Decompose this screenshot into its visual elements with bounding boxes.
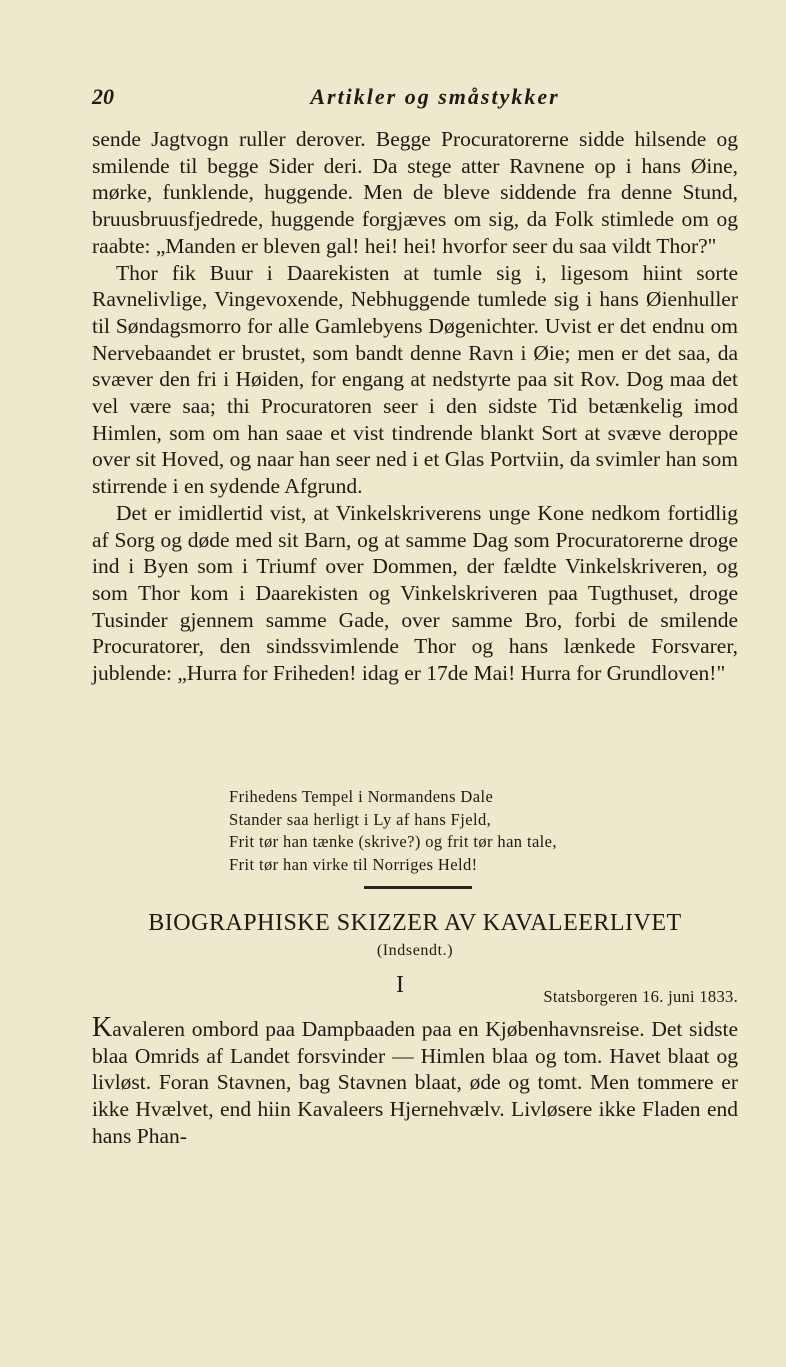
paragraph xyxy=(92,1012,738,1150)
page-number: 20 xyxy=(92,84,114,109)
page-header xyxy=(92,84,738,114)
poem-line: Frihedens Tempel i Normandens Dale xyxy=(229,787,494,806)
running-title: Artikler og småstykker xyxy=(310,84,560,109)
poem-line: Frit tør han virke til Norriges Held! xyxy=(229,854,478,874)
poem-line: Frit tør han tænke (skrive?) og frit tør han tale, xyxy=(229,832,557,851)
poem-stanza xyxy=(229,786,709,876)
section-text xyxy=(92,1012,738,1150)
section-title: BIOGRAPHISKE SKIZZER AV KAVALEERLIVET xyxy=(148,910,682,936)
source-dateline: Statsborgeren 16. juni 1833. xyxy=(543,987,738,1006)
paragraph: sende Jagtvogn ruller derover. Begge Procuratorerne sidde hilsende og smilende til begge Sider deri. Da stege atter Ravnene op i hans Øine, mørke, funklende, huggende. Men de bleve siddende fra denne Stund, bruusbruusfjedrede, huggende forgjæves om sig, da Folk stimlede om og raabte: „Manden er bleven gal! hei! hei! hvorfor seer du saa vildt Thor?" xyxy=(92,127,738,258)
chapter-numeral: I xyxy=(396,972,404,998)
paragraph: Thor fik Buur i Daarekisten at tumle sig i, ligesom hiint sorte Ravnelivlige, Vingevoxende, Nebhuggende tumlede sig i hans Øienhuller til Søndagsmorro for alle Gamlebyens Døgenichter. Uvist er det endnu om Nervebaandet er brustet, som bandt denne Ravn i Øie; men er det saa, da svæver den fri i Høiden, for engang at nedstyrte paa sit Rov. Dog maa det vel være saa; thi Procuratoren seer i den sidste Tid betænkelig imod Himlen, som om han saae et vist tindrende blankt Sort at svæve deroppe over sit Hoved, og naar han seer ned i et Glas Portviin, da svimler han som stirrende i en sydende Afgrund. xyxy=(92,260,738,499)
paragraph: Det er imidlertid vist, at Vinkelskriverens unge Kone nedkom fortidlig af Sorg og døde med sit Barn, og at samme Dag som Procuratorerne droge ind i Byen som i Triumf over Dommen, der fældte Vinkelskriveren, og som Thor kom i Daarekisten og Vinkelskriveren paa Tugthuset, droge Tusinder gjennem samme Gade, over samme Bro, forbi de smilende Procuratorer, den sindssvimlende Thor og hans lænkede Forsvarer, jublende: „Hurra for Friheden! idag er 17de Mai! Hurra for Grundloven!" xyxy=(92,500,738,686)
paragraph-text: avaleren ombord paa Dampbaaden paa en Kjøbenhavnsreise. Det sidste blaa Omrids af Landet forsvinder — Himlen blaa og tom. Havet blaat og livløst. Foran Stavnen, bag Stavnen blaat, øde og tomt. Men tommere er ikke Hvælvet, end hiin Kavaleers Hjernehvælv. Livløsere ikke Fladen end hans Phan- xyxy=(92,1017,738,1148)
section-divider xyxy=(364,886,472,889)
section-subtitle: (Indsendt.) xyxy=(376,942,454,959)
initial-letter: K xyxy=(92,1012,113,1043)
main-text xyxy=(92,126,738,687)
poem-line: Stander saa herligt i Ly af hans Fjeld, xyxy=(229,809,492,829)
